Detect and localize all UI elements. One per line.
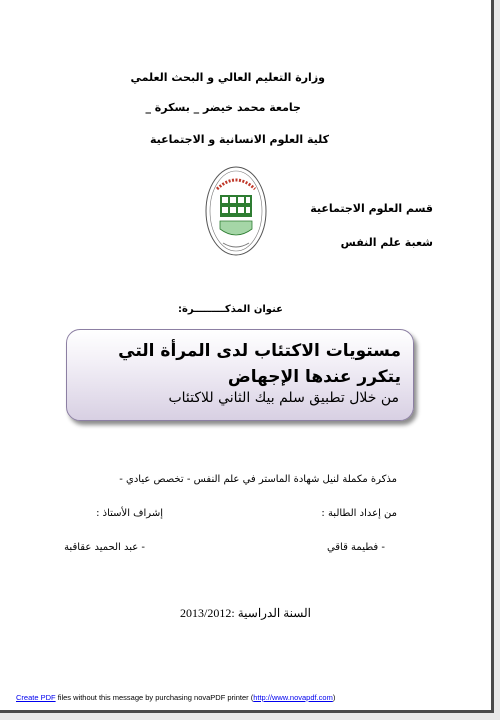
academic-year: السنة الدراسية :2013/2012	[180, 606, 311, 620]
student-name: - فطيمة قاقي	[326, 542, 385, 553]
branch-name: شعبة علم النفس	[340, 236, 433, 249]
department-name: قسم العلوم الاجتماعية	[310, 202, 433, 215]
supervisor-label: إشراف الأستاذ :	[96, 508, 163, 519]
degree-text: مذكرة مكملة لنيل شهادة الماستر في علم النفس - تخصص عيادي -	[119, 474, 397, 485]
university-heading: جامعة محمد خيضر _ بسكرة _	[145, 101, 301, 114]
title-label: عنوان المذكـــــــــرة:	[178, 304, 283, 315]
faculty-heading: كلية العلوم الانسانية و الاجتماعية	[149, 133, 329, 146]
supervisor-name: - عبد الحميد عقاقبة	[64, 542, 145, 553]
prepared-by-label: من إعداد الطالبة :	[321, 508, 397, 519]
footer-text: files without this message by purchasing novaPDF printer (	[57, 693, 254, 702]
ministry-heading: وزارة التعليم العالي و البحث العلمي	[130, 71, 325, 84]
title-box	[66, 329, 414, 421]
university-logo	[205, 165, 267, 257]
thesis-subtitle: من خلال تطبيق سلم بيك الثاني للاكتئاب	[168, 390, 399, 406]
thesis-title: مستويات الاكتئاب لدى المرأة التي يتكرر عندها الإجهاض	[118, 341, 401, 387]
footer-close: )	[332, 693, 336, 702]
pdf-footer	[16, 693, 335, 702]
novapdf-url-link[interactable]: http://www.novapdf.com	[253, 693, 333, 702]
create-pdf-link[interactable]: Create PDF	[16, 693, 56, 702]
